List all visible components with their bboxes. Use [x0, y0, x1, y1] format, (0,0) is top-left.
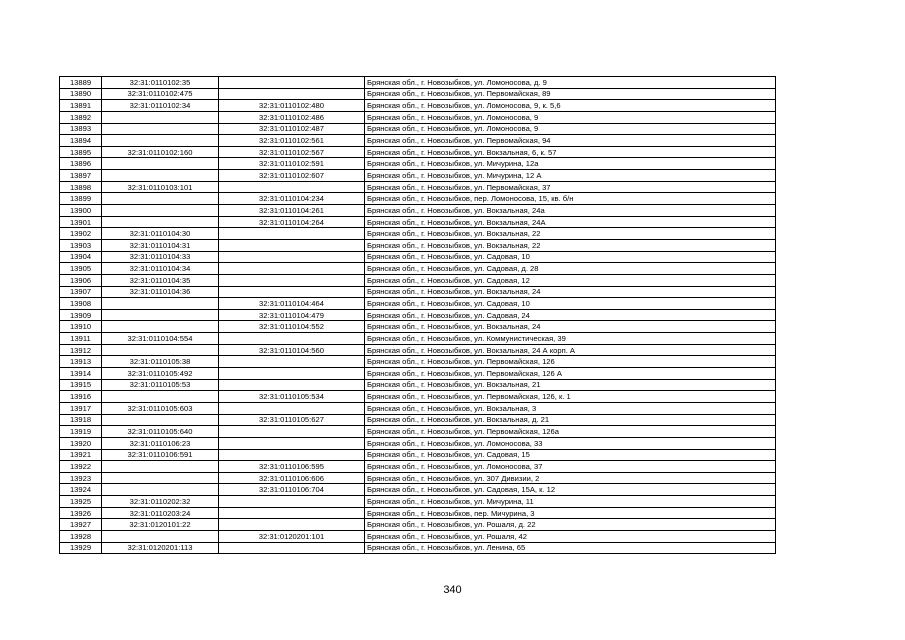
building-cadastral-cell — [219, 379, 365, 391]
row-number-cell: 13893 — [60, 123, 102, 135]
table-row — [60, 123, 776, 135]
table-row — [60, 461, 776, 473]
table-row — [60, 426, 776, 438]
row-number-cell: 13891 — [60, 100, 102, 112]
land-cadastral-cell — [102, 484, 219, 496]
address-cell: Брянская обл., г. Новозыбков, ул. Ломоносова, д. 9 — [365, 77, 776, 89]
building-cadastral-cell — [219, 426, 365, 438]
row-number-cell: 13927 — [60, 519, 102, 531]
land-cadastral-cell — [102, 298, 219, 310]
address-cell: Брянская обл., г. Новозыбков, ул. Первомайская, 126 А — [365, 368, 776, 380]
building-cadastral-cell — [219, 88, 365, 100]
table-row — [60, 321, 776, 333]
building-cadastral-cell — [219, 437, 365, 449]
address-cell: Брянская обл., г. Новозыбков, ул. Ломоносова, 9 — [365, 111, 776, 123]
building-cadastral-cell: 32:31:0110104:552 — [219, 321, 365, 333]
registry-table-body — [60, 77, 776, 554]
address-cell: Брянская обл., г. Новозыбков, ул. Мичурина, 12 А — [365, 170, 776, 182]
table-row — [60, 356, 776, 368]
land-cadastral-cell: 32:31:0110105:603 — [102, 402, 219, 414]
address-cell: Брянская обл., г. Новозыбков, ул. Садовая, д. 28 — [365, 263, 776, 275]
address-cell: Брянская обл., г. Новозыбков, ул. Первомайская, 94 — [365, 135, 776, 147]
address-cell: Брянская обл., г. Новозыбков, ул. Вокзальная, 24 — [365, 286, 776, 298]
row-number-cell: 13889 — [60, 77, 102, 89]
building-cadastral-cell: 32:31:0110102:607 — [219, 170, 365, 182]
page-number: 340 — [443, 584, 462, 596]
building-cadastral-cell: 32:31:0110102:591 — [219, 158, 365, 170]
land-cadastral-cell — [102, 461, 219, 473]
building-cadastral-cell: 32:31:0110102:561 — [219, 135, 365, 147]
address-cell: Брянская обл., г. Новозыбков, ул. Первомайская, 126, к. 1 — [365, 391, 776, 403]
table-row — [60, 111, 776, 123]
land-cadastral-cell: 32:31:0120201:113 — [102, 542, 219, 554]
address-cell: Брянская обл., г. Новозыбков, ул. Ленина, 65 — [365, 542, 776, 554]
address-cell: Брянская обл., г. Новозыбков, ул. Мичурина, 11 — [365, 496, 776, 508]
land-cadastral-cell: 32:31:0110106:23 — [102, 437, 219, 449]
address-cell: Брянская обл., г. Новозыбков, ул. Первомайская, 126а — [365, 426, 776, 438]
row-number-cell: 13901 — [60, 216, 102, 228]
table-row — [60, 77, 776, 89]
building-cadastral-cell: 32:31:0110102:480 — [219, 100, 365, 112]
row-number-cell: 13929 — [60, 542, 102, 554]
row-number-cell: 13913 — [60, 356, 102, 368]
building-cadastral-cell: 32:31:0110106:606 — [219, 472, 365, 484]
building-cadastral-cell — [219, 356, 365, 368]
address-cell: Брянская обл., г. Новозыбков, ул. Садовая, 10 — [365, 298, 776, 310]
address-cell: Брянская обл., г. Новозыбков, ул. Первомайская, 37 — [365, 181, 776, 193]
building-cadastral-cell: 32:31:0110104:464 — [219, 298, 365, 310]
address-cell: Брянская обл., г. Новозыбков, пер. Мичурина, 3 — [365, 507, 776, 519]
land-cadastral-cell — [102, 216, 219, 228]
land-cadastral-cell: 32:31:0110104:36 — [102, 286, 219, 298]
table-row — [60, 170, 776, 182]
table-row — [60, 286, 776, 298]
row-number-cell: 13898 — [60, 181, 102, 193]
building-cadastral-cell — [219, 251, 365, 263]
row-number-cell: 13900 — [60, 205, 102, 217]
row-number-cell: 13912 — [60, 344, 102, 356]
table-row — [60, 298, 776, 310]
address-cell: Брянская обл., г. Новозыбков, ул. Вокзальная, 22 — [365, 228, 776, 240]
land-cadastral-cell — [102, 158, 219, 170]
building-cadastral-cell: 32:31:0110104:560 — [219, 344, 365, 356]
building-cadastral-cell: 32:31:0110106:595 — [219, 461, 365, 473]
address-cell: Брянская обл., г. Новозыбков, ул. Вокзальная, 3 — [365, 402, 776, 414]
table-row — [60, 344, 776, 356]
table-row — [60, 205, 776, 217]
building-cadastral-cell: 32:31:0110104:264 — [219, 216, 365, 228]
address-cell: Брянская обл., г. Новозыбков, ул. Рошаля, д. 22 — [365, 519, 776, 531]
row-number-cell: 13906 — [60, 274, 102, 286]
building-cadastral-cell: 32:31:0110102:567 — [219, 146, 365, 158]
address-cell: Брянская обл., г. Новозыбков, ул. Садовая, 12 — [365, 274, 776, 286]
table-row — [60, 414, 776, 426]
building-cadastral-cell: 32:31:0110106:704 — [219, 484, 365, 496]
table-row — [60, 263, 776, 275]
address-cell: Брянская обл., г. Новозыбков, ул. Садовая, 15А, к. 12 — [365, 484, 776, 496]
building-cadastral-cell: 32:31:0120201:101 — [219, 530, 365, 542]
building-cadastral-cell: 32:31:0110105:627 — [219, 414, 365, 426]
building-cadastral-cell — [219, 263, 365, 275]
land-cadastral-cell — [102, 309, 219, 321]
land-cadastral-cell: 32:31:0110202:32 — [102, 496, 219, 508]
table-row — [60, 181, 776, 193]
land-cadastral-cell: 32:31:0110102:160 — [102, 146, 219, 158]
address-cell: Брянская обл., г. Новозыбков, ул. Вокзальная, д. 21 — [365, 414, 776, 426]
address-cell: Брянская обл., г. Новозыбков, ул. 307 Дивизии, 2 — [365, 472, 776, 484]
table-row — [60, 228, 776, 240]
row-number-cell: 13914 — [60, 368, 102, 380]
row-number-cell: 13892 — [60, 111, 102, 123]
address-cell: Брянская обл., г. Новозыбков, ул. Вокзальная, 24а — [365, 205, 776, 217]
table-row — [60, 239, 776, 251]
building-cadastral-cell — [219, 239, 365, 251]
table-row — [60, 251, 776, 263]
building-cadastral-cell — [219, 274, 365, 286]
building-cadastral-cell — [219, 228, 365, 240]
registry-table — [59, 76, 776, 554]
row-number-cell: 13908 — [60, 298, 102, 310]
building-cadastral-cell — [219, 496, 365, 508]
address-cell: Брянская обл., г. Новозыбков, ул. Ломоносова, 9, к. 5,6 — [365, 100, 776, 112]
table-row — [60, 158, 776, 170]
table-row — [60, 542, 776, 554]
building-cadastral-cell: 32:31:0110104:234 — [219, 193, 365, 205]
building-cadastral-cell — [219, 368, 365, 380]
table-row — [60, 484, 776, 496]
building-cadastral-cell — [219, 181, 365, 193]
table-row — [60, 100, 776, 112]
row-number-cell: 13925 — [60, 496, 102, 508]
row-number-cell: 13907 — [60, 286, 102, 298]
building-cadastral-cell: 32:31:0110104:479 — [219, 309, 365, 321]
land-cadastral-cell — [102, 205, 219, 217]
table-row — [60, 135, 776, 147]
land-cadastral-cell: 32:31:0110203:24 — [102, 507, 219, 519]
land-cadastral-cell — [102, 135, 219, 147]
address-cell: Брянская обл., г. Новозыбков, ул. Садовая, 10 — [365, 251, 776, 263]
building-cadastral-cell: 32:31:0110102:486 — [219, 111, 365, 123]
land-cadastral-cell: 32:31:0110102:475 — [102, 88, 219, 100]
land-cadastral-cell — [102, 170, 219, 182]
row-number-cell: 13918 — [60, 414, 102, 426]
table-row — [60, 437, 776, 449]
land-cadastral-cell: 32:31:0110104:31 — [102, 239, 219, 251]
land-cadastral-cell: 32:31:0110104:30 — [102, 228, 219, 240]
building-cadastral-cell — [219, 519, 365, 531]
land-cadastral-cell: 32:31:0110103:101 — [102, 181, 219, 193]
address-cell: Брянская обл., г. Новозыбков, пер. Ломоносова, 15, кв. б/н — [365, 193, 776, 205]
row-number-cell: 13920 — [60, 437, 102, 449]
address-cell: Брянская обл., г. Новозыбков, ул. Мичурина, 12а — [365, 158, 776, 170]
land-cadastral-cell: 32:31:0110104:554 — [102, 333, 219, 345]
building-cadastral-cell — [219, 507, 365, 519]
row-number-cell: 13919 — [60, 426, 102, 438]
row-number-cell: 13926 — [60, 507, 102, 519]
address-cell: Брянская обл., г. Новозыбков, ул. Рошаля, 42 — [365, 530, 776, 542]
address-cell: Брянская обл., г. Новозыбков, ул. Вокзальная, 24 А корп. А — [365, 344, 776, 356]
row-number-cell: 13895 — [60, 146, 102, 158]
land-cadastral-cell: 32:31:0110104:35 — [102, 274, 219, 286]
land-cadastral-cell — [102, 123, 219, 135]
address-cell: Брянская обл., г. Новозыбков, ул. Вокзальная, 22 — [365, 239, 776, 251]
address-cell: Брянская обл., г. Новозыбков, ул. Ломоносова, 33 — [365, 437, 776, 449]
address-cell: Брянская обл., г. Новозыбков, ул. Ломоносова, 37 — [365, 461, 776, 473]
address-cell: Брянская обл., г. Новозыбков, ул. Вокзальная, 21 — [365, 379, 776, 391]
building-cadastral-cell — [219, 542, 365, 554]
table-row — [60, 449, 776, 461]
row-number-cell: 13897 — [60, 170, 102, 182]
building-cadastral-cell — [219, 333, 365, 345]
row-number-cell: 13911 — [60, 333, 102, 345]
land-cadastral-cell — [102, 111, 219, 123]
table-row — [60, 309, 776, 321]
table-row — [60, 391, 776, 403]
table-row — [60, 88, 776, 100]
land-cadastral-cell: 32:31:0110104:33 — [102, 251, 219, 263]
land-cadastral-cell — [102, 414, 219, 426]
land-cadastral-cell: 32:31:0110105:38 — [102, 356, 219, 368]
land-cadastral-cell: 32:31:0110105:53 — [102, 379, 219, 391]
address-cell: Брянская обл., г. Новозыбков, ул. Ломоносова, 9 — [365, 123, 776, 135]
table-row — [60, 472, 776, 484]
row-number-cell: 13921 — [60, 449, 102, 461]
table-row — [60, 146, 776, 158]
address-cell: Брянская обл., г. Новозыбков, ул. Вокзальная, 24 — [365, 321, 776, 333]
table-row — [60, 333, 776, 345]
row-number-cell: 13894 — [60, 135, 102, 147]
row-number-cell: 13928 — [60, 530, 102, 542]
table-row — [60, 379, 776, 391]
building-cadastral-cell — [219, 402, 365, 414]
land-cadastral-cell — [102, 193, 219, 205]
table-row — [60, 519, 776, 531]
row-number-cell: 13910 — [60, 321, 102, 333]
table-row — [60, 193, 776, 205]
land-cadastral-cell — [102, 321, 219, 333]
building-cadastral-cell — [219, 286, 365, 298]
land-cadastral-cell — [102, 472, 219, 484]
address-cell: Брянская обл., г. Новозыбков, ул. Вокзальная, 6, к. 57 — [365, 146, 776, 158]
table-row — [60, 530, 776, 542]
table-row — [60, 216, 776, 228]
row-number-cell: 13917 — [60, 402, 102, 414]
land-cadastral-cell: 32:31:0110106:591 — [102, 449, 219, 461]
table-row — [60, 368, 776, 380]
address-cell: Брянская обл., г. Новозыбков, ул. Садовая, 24 — [365, 309, 776, 321]
land-cadastral-cell: 32:31:0110102:34 — [102, 100, 219, 112]
land-cadastral-cell: 32:31:0120101:22 — [102, 519, 219, 531]
row-number-cell: 13905 — [60, 263, 102, 275]
address-cell: Брянская обл., г. Новозыбков, ул. Коммунистическая, 39 — [365, 333, 776, 345]
address-cell: Брянская обл., г. Новозыбков, ул. Первомайская, 89 — [365, 88, 776, 100]
row-number-cell: 13909 — [60, 309, 102, 321]
row-number-cell: 13916 — [60, 391, 102, 403]
building-cadastral-cell: 32:31:0110105:534 — [219, 391, 365, 403]
address-cell: Брянская обл., г. Новозыбков, ул. Вокзальная, 24А — [365, 216, 776, 228]
land-cadastral-cell: 32:31:0110105:640 — [102, 426, 219, 438]
land-cadastral-cell — [102, 391, 219, 403]
row-number-cell: 13902 — [60, 228, 102, 240]
building-cadastral-cell — [219, 449, 365, 461]
row-number-cell: 13924 — [60, 484, 102, 496]
land-cadastral-cell — [102, 530, 219, 542]
table-row — [60, 274, 776, 286]
table-row — [60, 507, 776, 519]
building-cadastral-cell: 32:31:0110104:261 — [219, 205, 365, 217]
building-cadastral-cell: 32:31:0110102:487 — [219, 123, 365, 135]
row-number-cell: 13904 — [60, 251, 102, 263]
row-number-cell: 13890 — [60, 88, 102, 100]
row-number-cell: 13899 — [60, 193, 102, 205]
table-row — [60, 496, 776, 508]
building-cadastral-cell — [219, 77, 365, 89]
land-cadastral-cell: 32:31:0110104:34 — [102, 263, 219, 275]
row-number-cell: 13915 — [60, 379, 102, 391]
row-number-cell: 13903 — [60, 239, 102, 251]
row-number-cell: 13896 — [60, 158, 102, 170]
table-row — [60, 402, 776, 414]
address-cell: Брянская обл., г. Новозыбков, ул. Садовая, 15 — [365, 449, 776, 461]
row-number-cell: 13922 — [60, 461, 102, 473]
land-cadastral-cell — [102, 344, 219, 356]
land-cadastral-cell: 32:31:0110105:492 — [102, 368, 219, 380]
land-cadastral-cell: 32:31:0110102:35 — [102, 77, 219, 89]
row-number-cell: 13923 — [60, 472, 102, 484]
address-cell: Брянская обл., г. Новозыбков, ул. Первомайская, 126 — [365, 356, 776, 368]
